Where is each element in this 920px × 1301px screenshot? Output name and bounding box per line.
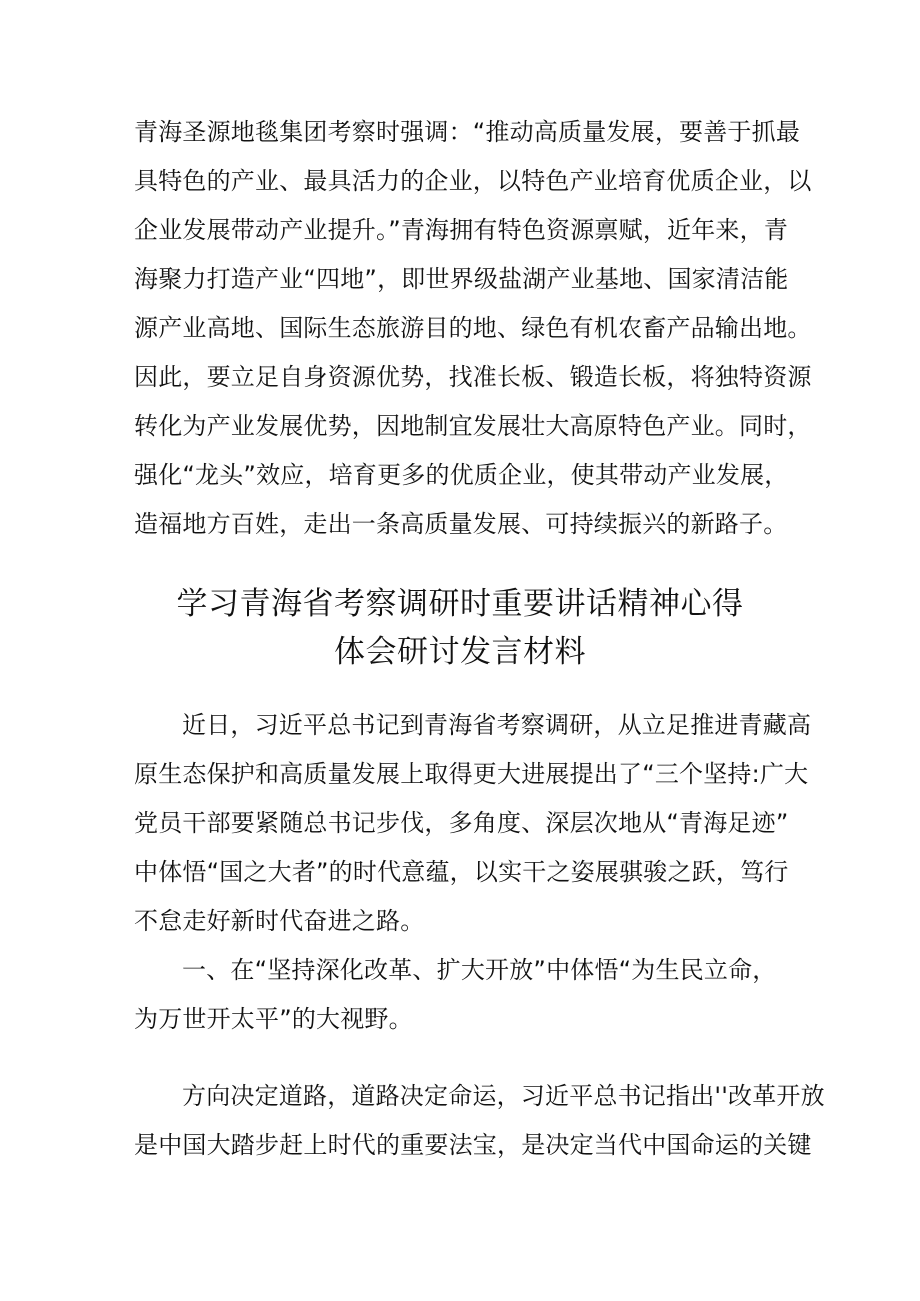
heading-line: 为万世开太平”的大视野。 (134, 1005, 413, 1033)
paragraph-line: 造福地方百姓，走出一条高质量发展、可持续振兴的新路子。 (134, 510, 788, 538)
title-line: 体会研讨发言材料 (334, 634, 586, 670)
paragraph-line: 企业发展带动产业提升。”青海拥有特色资源禀赋，近年来，青 (134, 216, 789, 244)
heading-line: 一、在“坚持深化改革、扩大开放”中体悟“为生民立命， (182, 956, 777, 984)
title-line: 学习青海省考察调研时重要讲话精神心得 (176, 586, 744, 622)
paragraph-line: 具特色的产业、最具活力的企业，以特色产业培育优质企业，以 (134, 167, 812, 195)
paragraph-line: 不怠走好新时代奋进之路。 (134, 907, 425, 935)
paragraph-line: 转化为产业发展优势，因地制宜发展壮大高原特色产业。同时， (134, 412, 812, 440)
paragraph-line: 方向决定道路，道路决定命运，习近平总书记指出''改革开放 (182, 1082, 825, 1110)
paragraph-line: 源产业高地、国际生态旅游目的地、绿色有机农畜产品输出地。 (134, 314, 812, 342)
paragraph-line: 因此，要立足自身资源优势，找准长板、锻造长板，将独特资源 (134, 363, 812, 391)
paragraph-line: 近日，习近平总书记到青海省考察调研，从立足推进青藏高 (182, 711, 812, 739)
paragraph-line: 是中国大踏步赶上时代的重要法宝，是决定当代中国命运的关键 (134, 1131, 812, 1159)
paragraph-line: 党员干部要紧随总书记步伐，多角度、深层次地从“青海足迹” (134, 809, 789, 837)
paragraph-line: 青海圣源地毯集团考察时强调：“推动高质量发展，要善于抓最 (134, 118, 801, 146)
paragraph-line: 中体悟“国之大者”的时代意蕴，以实干之姿展骐骏之跃，笃行 (134, 858, 789, 886)
paragraph-line: 原生态保护和高质量发展上取得更大进展提出了“三个坚持:广大 (134, 760, 809, 788)
paragraph-line: 强化“龙头”效应，培育更多的优质企业，使其带动产业发展， (134, 461, 789, 489)
paragraph-line: 海聚力打造产业“四地”，即世界级盐湖产业基地、国家清洁能 (134, 265, 789, 293)
